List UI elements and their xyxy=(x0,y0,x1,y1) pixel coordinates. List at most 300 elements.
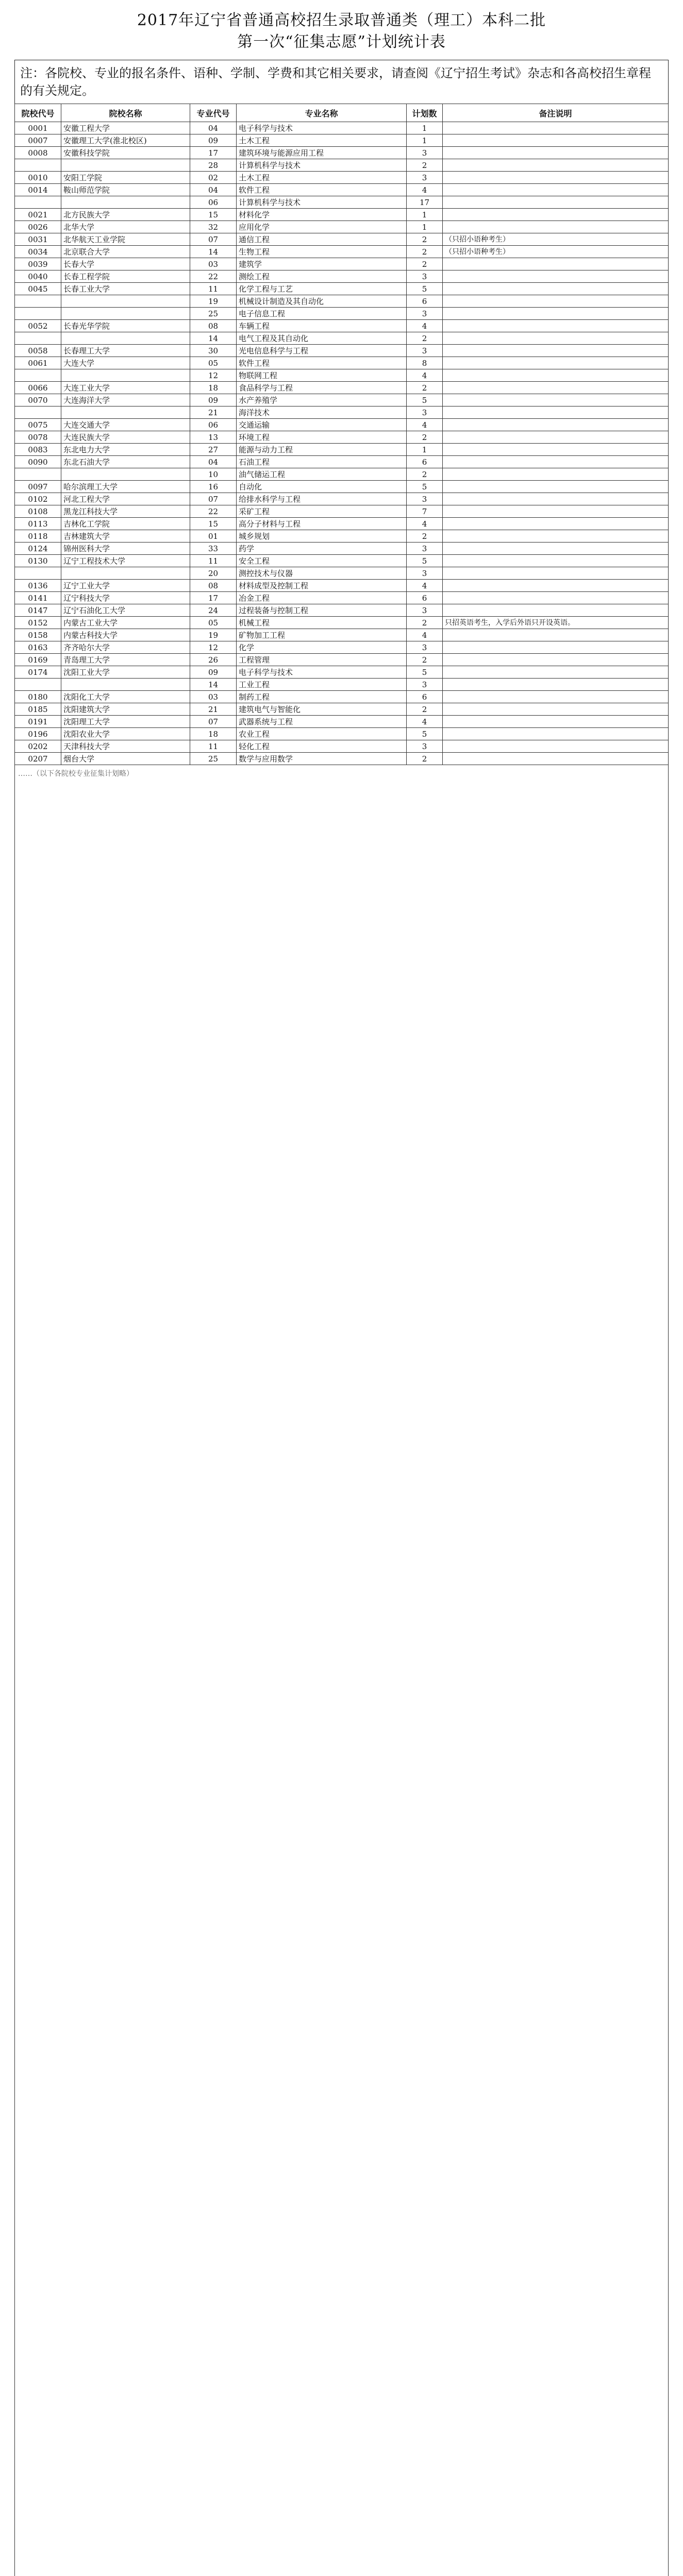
cell-school-name: 河北工程大学 xyxy=(61,493,190,505)
cell-plan: 2 xyxy=(407,654,443,666)
cell-major-name: 油气储运工程 xyxy=(237,468,407,481)
cell-school-code: 0026 xyxy=(15,221,61,233)
cell-major-code: 30 xyxy=(190,345,237,357)
cell-school-code xyxy=(15,567,61,580)
cell-remark xyxy=(443,159,669,172)
cell-school-code: 0141 xyxy=(15,592,61,604)
cell-plan: 1 xyxy=(407,134,443,147)
cell-plan: 17 xyxy=(407,196,443,209)
cell-major-name: 矿物加工工程 xyxy=(237,629,407,641)
cell-remark xyxy=(443,196,669,209)
cell-plan: 4 xyxy=(407,419,443,431)
cell-major-name: 工程管理 xyxy=(237,654,407,666)
cell-school-name xyxy=(61,369,190,382)
cell-major-code: 09 xyxy=(190,666,237,679)
cell-plan: 3 xyxy=(407,543,443,555)
cell-remark xyxy=(443,147,669,159)
cell-major-name: 生物工程 xyxy=(237,246,407,258)
cell-major-code: 25 xyxy=(190,753,237,765)
cell-major-name: 应用化学 xyxy=(237,221,407,233)
cell-remark xyxy=(443,419,669,431)
cell-major-code: 08 xyxy=(190,320,237,332)
cell-major-code: 21 xyxy=(190,703,237,716)
cell-school-code: 0010 xyxy=(15,172,61,184)
cell-major-code: 05 xyxy=(190,357,237,369)
cell-major-code: 12 xyxy=(190,641,237,654)
cell-school-code: 0078 xyxy=(15,431,61,444)
cell-remark xyxy=(443,444,669,456)
cell-major-code: 05 xyxy=(190,617,237,629)
table-body xyxy=(15,122,669,2576)
cell-major-name: 建筑学 xyxy=(237,258,407,270)
cell-plan: 4 xyxy=(407,184,443,196)
table-row xyxy=(15,270,669,283)
cell-major-code: 15 xyxy=(190,518,237,530)
table-row xyxy=(15,641,669,654)
cell-remark xyxy=(443,481,669,493)
cell-remark xyxy=(443,740,669,753)
table-row xyxy=(15,308,669,320)
cell-school-code: 0066 xyxy=(15,382,61,394)
table-row xyxy=(15,629,669,641)
cell-school-name: 大连大学 xyxy=(61,357,190,369)
cell-school-name: 内蒙古工业大学 xyxy=(61,617,190,629)
cell-major-name: 材料成型及控制工程 xyxy=(237,580,407,592)
table-row xyxy=(15,258,669,270)
cell-remark xyxy=(443,172,669,184)
cell-remark xyxy=(443,555,669,567)
table-row xyxy=(15,530,669,543)
cell-plan: 5 xyxy=(407,283,443,295)
table-row xyxy=(15,394,669,406)
cell-school-code xyxy=(15,679,61,691)
table-row xyxy=(15,295,669,308)
cell-major-code: 18 xyxy=(190,382,237,394)
table-row xyxy=(15,345,669,357)
cell-plan: 2 xyxy=(407,258,443,270)
cell-school-name: 长春大学 xyxy=(61,258,190,270)
cell-plan: 6 xyxy=(407,691,443,703)
cell-major-code: 24 xyxy=(190,604,237,617)
cell-plan: 5 xyxy=(407,394,443,406)
cell-school-name: 沈阳理工大学 xyxy=(61,716,190,728)
cell-school-code: 0070 xyxy=(15,394,61,406)
table-row xyxy=(15,419,669,431)
cell-major-name: 武器系统与工程 xyxy=(237,716,407,728)
cell-major-code: 19 xyxy=(190,295,237,308)
cell-school-code: 0118 xyxy=(15,530,61,543)
cell-plan: 4 xyxy=(407,320,443,332)
cell-school-code xyxy=(15,468,61,481)
cell-major-name: 电子科学与技术 xyxy=(237,666,407,679)
cell-major-name: 计算机科学与技术 xyxy=(237,159,407,172)
cell-remark xyxy=(443,382,669,394)
cell-major-name: 水产养殖学 xyxy=(237,394,407,406)
cell-major-code: 11 xyxy=(190,740,237,753)
cell-remark xyxy=(443,406,669,419)
cell-major-name: 交通运输 xyxy=(237,419,407,431)
table-row xyxy=(15,493,669,505)
cell-remark xyxy=(443,518,669,530)
table-row xyxy=(15,122,669,134)
table-row xyxy=(15,567,669,580)
cell-remark xyxy=(443,122,669,134)
cell-major-code: 17 xyxy=(190,592,237,604)
cell-major-code: 32 xyxy=(190,221,237,233)
cell-major-code: 17 xyxy=(190,147,237,159)
cell-school-name: 长春理工大学 xyxy=(61,345,190,357)
cell-major-code: 22 xyxy=(190,270,237,283)
cell-major-name: 环境工程 xyxy=(237,431,407,444)
table-row xyxy=(15,604,669,617)
cell-school-name: 烟台大学 xyxy=(61,753,190,765)
cell-plan: 8 xyxy=(407,357,443,369)
cell-major-code: 07 xyxy=(190,716,237,728)
cell-school-name: 辽宁科技大学 xyxy=(61,592,190,604)
cell-remark xyxy=(443,357,669,369)
cell-school-name: 青岛理工大学 xyxy=(61,654,190,666)
cell-major-code: 16 xyxy=(190,481,237,493)
cell-plan: 6 xyxy=(407,592,443,604)
cell-school-code: 0158 xyxy=(15,629,61,641)
table-row xyxy=(15,320,669,332)
cell-major-name: 海洋技术 xyxy=(237,406,407,419)
cell-major-name: 城乡规划 xyxy=(237,530,407,543)
cell-school-name xyxy=(61,679,190,691)
cell-remark xyxy=(443,209,669,221)
cell-major-code: 09 xyxy=(190,394,237,406)
cell-plan: 5 xyxy=(407,481,443,493)
cell-major-code: 28 xyxy=(190,159,237,172)
cell-remark: （只招小语种考生） xyxy=(443,246,669,258)
cell-remark xyxy=(443,641,669,654)
table-row xyxy=(15,184,669,196)
cell-school-code: 0001 xyxy=(15,122,61,134)
cell-major-code: 15 xyxy=(190,209,237,221)
cell-school-name: 长春工业大学 xyxy=(61,283,190,295)
cell-school-name: 北方民族大学 xyxy=(61,209,190,221)
cell-plan: 3 xyxy=(407,679,443,691)
cell-school-code: 0185 xyxy=(15,703,61,716)
cell-remark xyxy=(443,308,669,320)
cell-school-name xyxy=(61,159,190,172)
cell-school-name: 沈阳化工大学 xyxy=(61,691,190,703)
table-row xyxy=(15,518,669,530)
table-row xyxy=(15,728,669,740)
cell-school-name: 黑龙江科技大学 xyxy=(61,505,190,518)
cell-school-code: 0008 xyxy=(15,147,61,159)
cell-major-name: 电气工程及其自动化 xyxy=(237,332,407,345)
cell-remark: （只招小语种考生） xyxy=(443,233,669,246)
cell-major-name: 材料化学 xyxy=(237,209,407,221)
cell-major-name: 通信工程 xyxy=(237,233,407,246)
cell-school-name xyxy=(61,567,190,580)
cell-remark xyxy=(443,567,669,580)
cell-plan: 4 xyxy=(407,716,443,728)
table-row xyxy=(15,753,669,765)
cell-plan: 2 xyxy=(407,617,443,629)
cell-plan: 5 xyxy=(407,555,443,567)
cell-school-code: 0090 xyxy=(15,456,61,468)
cell-remark xyxy=(443,493,669,505)
table-row xyxy=(15,209,669,221)
cell-remark xyxy=(443,184,669,196)
cell-plan: 3 xyxy=(407,345,443,357)
cell-plan: 4 xyxy=(407,518,443,530)
cell-school-name: 北京联合大学 xyxy=(61,246,190,258)
cell-school-code xyxy=(15,308,61,320)
cell-major-name: 软件工程 xyxy=(237,357,407,369)
cell-school-code: 0102 xyxy=(15,493,61,505)
cell-major-code: 10 xyxy=(190,468,237,481)
cell-major-code: 25 xyxy=(190,308,237,320)
table-continuation-note: ……（以下各院校专业征集计划略） xyxy=(15,765,669,2576)
cell-plan: 2 xyxy=(407,382,443,394)
cell-school-code: 0152 xyxy=(15,617,61,629)
cell-major-name: 化学 xyxy=(237,641,407,654)
col-header-major-code: 专业代号 xyxy=(190,104,237,122)
cell-school-code: 0191 xyxy=(15,716,61,728)
cell-school-name: 北华大学 xyxy=(61,221,190,233)
cell-school-name: 大连交通大学 xyxy=(61,419,190,431)
cell-plan: 3 xyxy=(407,493,443,505)
cell-school-name: 沈阳建筑大学 xyxy=(61,703,190,716)
cell-major-name: 石油工程 xyxy=(237,456,407,468)
table-row xyxy=(15,716,669,728)
cell-major-code: 13 xyxy=(190,431,237,444)
cell-school-code xyxy=(15,332,61,345)
cell-remark xyxy=(443,753,669,765)
cell-major-name: 电子科学与技术 xyxy=(237,122,407,134)
cell-school-name: 沈阳农业大学 xyxy=(61,728,190,740)
cell-major-name: 农业工程 xyxy=(237,728,407,740)
cell-school-code: 0021 xyxy=(15,209,61,221)
cell-remark xyxy=(443,295,669,308)
cell-remark xyxy=(443,604,669,617)
cell-school-code: 0130 xyxy=(15,555,61,567)
table-row xyxy=(15,357,669,369)
table-row xyxy=(15,431,669,444)
cell-school-code: 0034 xyxy=(15,246,61,258)
cell-remark xyxy=(443,505,669,518)
table-header-row xyxy=(15,104,669,122)
cell-school-name: 辽宁石油化工大学 xyxy=(61,604,190,617)
cell-school-code xyxy=(15,196,61,209)
cell-school-code: 0031 xyxy=(15,233,61,246)
cell-major-code: 06 xyxy=(190,419,237,431)
cell-school-name: 内蒙古科技大学 xyxy=(61,629,190,641)
cell-plan: 4 xyxy=(407,369,443,382)
cell-major-code: 02 xyxy=(190,172,237,184)
cell-remark xyxy=(443,270,669,283)
cell-major-code: 01 xyxy=(190,530,237,543)
cell-remark xyxy=(443,394,669,406)
table-row xyxy=(15,592,669,604)
cell-plan: 5 xyxy=(407,728,443,740)
cell-plan: 3 xyxy=(407,641,443,654)
cell-school-code xyxy=(15,295,61,308)
cell-remark: 只招英语考生，入学后外语只开设英语。 xyxy=(443,617,669,629)
cell-major-code: 26 xyxy=(190,654,237,666)
table-row xyxy=(15,703,669,716)
cell-major-name: 物联网工程 xyxy=(237,369,407,382)
cell-plan: 3 xyxy=(407,567,443,580)
cell-school-code: 0052 xyxy=(15,320,61,332)
table-row xyxy=(15,740,669,753)
cell-school-name xyxy=(61,332,190,345)
table-row xyxy=(15,406,669,419)
cell-major-code: 11 xyxy=(190,283,237,295)
cell-school-code: 0113 xyxy=(15,518,61,530)
table-row xyxy=(15,543,669,555)
cell-school-name: 东北石油大学 xyxy=(61,456,190,468)
cell-remark xyxy=(443,530,669,543)
cell-major-name: 安全工程 xyxy=(237,555,407,567)
cell-plan: 2 xyxy=(407,159,443,172)
note-box: 注：各院校、专业的报名条件、语种、学制、学费和其它相关要求，请查阅《辽宁招生考试》杂志和各高校招生章程的有关规定。 xyxy=(14,60,669,104)
cell-plan: 3 xyxy=(407,172,443,184)
col-header-school-code: 院校代号 xyxy=(15,104,61,122)
cell-school-code: 0045 xyxy=(15,283,61,295)
cell-remark xyxy=(443,134,669,147)
cell-school-name: 安阳工学院 xyxy=(61,172,190,184)
cell-school-code: 0174 xyxy=(15,666,61,679)
cell-remark xyxy=(443,283,669,295)
cell-major-name: 过程装备与控制工程 xyxy=(237,604,407,617)
cell-school-name xyxy=(61,196,190,209)
cell-major-code: 08 xyxy=(190,580,237,592)
cell-major-code: 04 xyxy=(190,122,237,134)
cell-remark xyxy=(443,345,669,357)
cell-plan: 6 xyxy=(407,295,443,308)
cell-school-name xyxy=(61,468,190,481)
col-header-plan: 计划数 xyxy=(407,104,443,122)
cell-major-code: 20 xyxy=(190,567,237,580)
cell-major-code: 06 xyxy=(190,196,237,209)
cell-school-name: 大连民族大学 xyxy=(61,431,190,444)
cell-school-name: 沈阳工业大学 xyxy=(61,666,190,679)
col-header-major-name: 专业名称 xyxy=(237,104,407,122)
table-row xyxy=(15,332,669,345)
cell-major-name: 药学 xyxy=(237,543,407,555)
cell-major-code: 09 xyxy=(190,134,237,147)
table-row xyxy=(15,147,669,159)
table-row xyxy=(15,456,669,468)
cell-plan: 4 xyxy=(407,629,443,641)
table-row xyxy=(15,382,669,394)
cell-school-name: 吉林建筑大学 xyxy=(61,530,190,543)
cell-school-name: 鞍山师范学院 xyxy=(61,184,190,196)
cell-major-name: 高分子材料与工程 xyxy=(237,518,407,530)
cell-school-code: 0136 xyxy=(15,580,61,592)
cell-school-code: 0124 xyxy=(15,543,61,555)
table-row xyxy=(15,283,669,295)
cell-school-name: 哈尔滨理工大学 xyxy=(61,481,190,493)
cell-major-name: 测绘工程 xyxy=(237,270,407,283)
cell-major-code: 12 xyxy=(190,369,237,382)
table-row xyxy=(15,679,669,691)
table-row xyxy=(15,617,669,629)
cell-plan: 3 xyxy=(407,604,443,617)
cell-plan: 3 xyxy=(407,270,443,283)
cell-major-name: 能源与动力工程 xyxy=(237,444,407,456)
cell-major-code: 27 xyxy=(190,444,237,456)
table-row xyxy=(15,555,669,567)
cell-remark xyxy=(443,543,669,555)
cell-major-code: 11 xyxy=(190,555,237,567)
cell-school-code: 0163 xyxy=(15,641,61,654)
cell-school-name: 大连工业大学 xyxy=(61,382,190,394)
cell-remark xyxy=(443,592,669,604)
cell-school-name: 安徽科技学院 xyxy=(61,147,190,159)
cell-plan: 1 xyxy=(407,209,443,221)
cell-school-name: 吉林化工学院 xyxy=(61,518,190,530)
cell-school-code: 0202 xyxy=(15,740,61,753)
cell-major-name: 土木工程 xyxy=(237,134,407,147)
cell-major-name: 电子信息工程 xyxy=(237,308,407,320)
cell-major-name: 食品科学与工程 xyxy=(237,382,407,394)
cell-remark xyxy=(443,716,669,728)
cell-remark xyxy=(443,691,669,703)
cell-remark xyxy=(443,332,669,345)
cell-school-code xyxy=(15,369,61,382)
document-page xyxy=(14,7,669,2576)
cell-major-code: 07 xyxy=(190,493,237,505)
cell-school-name: 长春光华学院 xyxy=(61,320,190,332)
cell-major-code: 14 xyxy=(190,679,237,691)
table-row xyxy=(15,159,669,172)
table-row xyxy=(15,134,669,147)
table-row xyxy=(15,654,669,666)
cell-plan: 2 xyxy=(407,246,443,258)
cell-major-code: 21 xyxy=(190,406,237,419)
table-row xyxy=(15,246,669,258)
table-continuation-row xyxy=(15,765,669,2576)
cell-school-code: 0083 xyxy=(15,444,61,456)
cell-major-name: 轻化工程 xyxy=(237,740,407,753)
cell-major-name: 给排水科学与工程 xyxy=(237,493,407,505)
cell-major-code: 04 xyxy=(190,184,237,196)
cell-major-name: 计算机科学与技术 xyxy=(237,196,407,209)
page-subtitle: 第一次“征集志愿”计划统计表 xyxy=(237,33,446,51)
cell-school-name: 北华航天工业学院 xyxy=(61,233,190,246)
col-header-remark: 备注说明 xyxy=(443,104,669,122)
cell-major-code: 33 xyxy=(190,543,237,555)
cell-plan: 2 xyxy=(407,233,443,246)
table-row xyxy=(15,221,669,233)
cell-major-name: 化学工程与工艺 xyxy=(237,283,407,295)
cell-school-name: 辽宁工程技术大学 xyxy=(61,555,190,567)
cell-remark xyxy=(443,431,669,444)
plan-table xyxy=(14,104,669,2576)
cell-remark xyxy=(443,369,669,382)
cell-plan: 3 xyxy=(407,406,443,419)
cell-major-code: 03 xyxy=(190,258,237,270)
cell-school-code: 0180 xyxy=(15,691,61,703)
cell-school-name xyxy=(61,308,190,320)
cell-plan: 4 xyxy=(407,580,443,592)
cell-remark xyxy=(443,258,669,270)
cell-school-code xyxy=(15,159,61,172)
cell-major-name: 土木工程 xyxy=(237,172,407,184)
cell-school-name: 东北电力大学 xyxy=(61,444,190,456)
cell-school-code: 0040 xyxy=(15,270,61,283)
cell-major-name: 机械设计制造及其自动化 xyxy=(237,295,407,308)
cell-plan: 5 xyxy=(407,666,443,679)
table-row xyxy=(15,233,669,246)
cell-remark xyxy=(443,456,669,468)
cell-major-name: 软件工程 xyxy=(237,184,407,196)
